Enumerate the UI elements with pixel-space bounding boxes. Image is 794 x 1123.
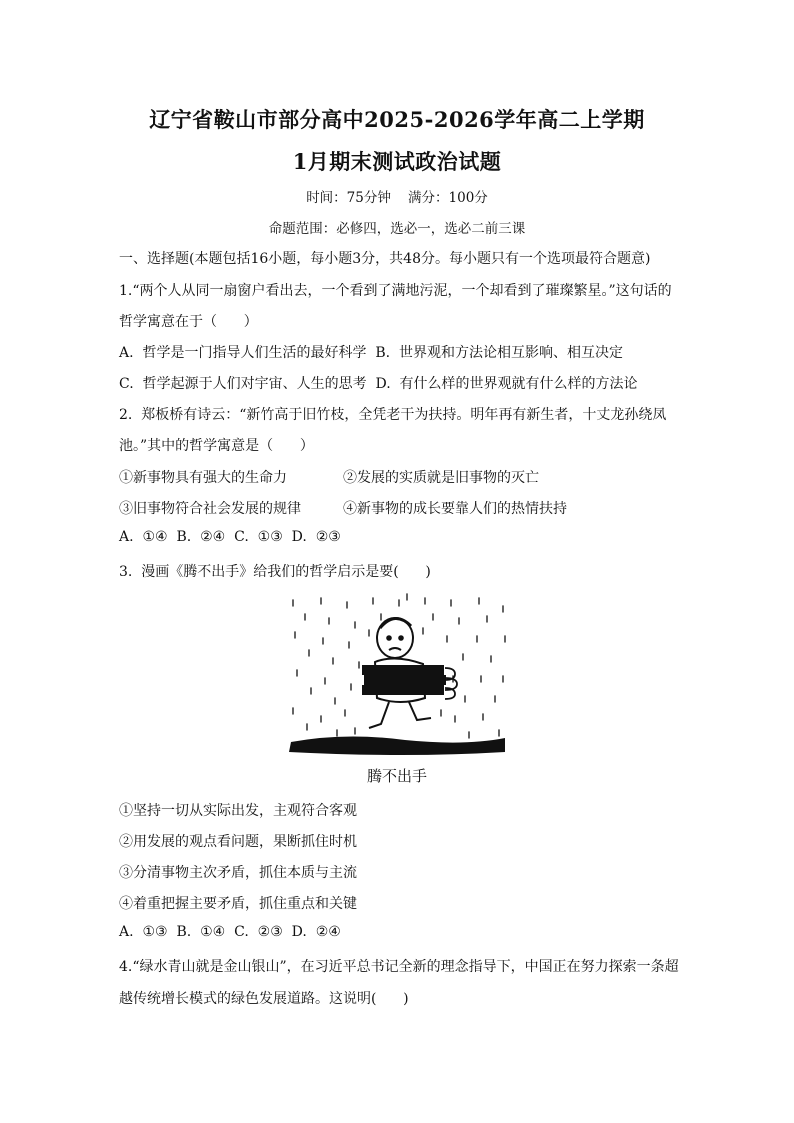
q2-stem-line1: 2. 郑板桥有诗云：“新竹高于旧竹枝，全凭老干为扶持。明年再有新生者，十丈龙孙绕凤 <box>119 407 667 423</box>
time-and-score: 时间：75分钟 满分：100分 <box>306 190 488 206</box>
puddle <box>289 736 505 755</box>
exam-title-line1: 辽宁省鞍山市部分高中2025-2026学年高二上学期 <box>149 107 645 132</box>
man-figure <box>363 618 457 728</box>
q1-stem-line2: 哲学寓意在于（ ） <box>119 314 258 330</box>
q4-stem-line1: 4.“绿水青山就是金山银山”，在习近平总书记全新的理念指导下，中国正在努力探索一条超 <box>119 959 679 975</box>
q3-item-3: ③分清事物主次矛盾，抓住本质与主流 <box>119 865 357 881</box>
comic-caption: 腾不出手 <box>366 767 427 785</box>
q1-options-line1: A. 哲学是一门指导人们生活的最好科学 B. 世界观和方法论相互影响、相互决定 <box>119 345 623 361</box>
exam-scope: 命题范围：必修四，选必一，选必二前三课 <box>268 221 526 237</box>
q1-options-line2: C. 哲学起源于人们对宇宙、人生的思考 D. 有什么样的世界观就有什么样的方法论 <box>119 376 638 392</box>
q2-item-3: ③旧事物符合社会发展的规律 <box>119 501 301 517</box>
q3-item-2: ②用发展的观点看问题，果断抓住时机 <box>119 834 357 850</box>
comic-illustration <box>285 592 510 757</box>
q2-item-1: ①新事物具有强大的生命力 <box>119 470 287 486</box>
exam-title-line2: 1月期末测试政治试题 <box>292 149 502 174</box>
q4-stem-line2: 越传统增长模式的绿色发展道路。这说明( ) <box>119 991 409 1007</box>
q2-stem-line2: 池。”其中的哲学寓意是（ ） <box>119 438 314 454</box>
q2-answer-choices: A. ①④ B. ②④ C. ①③ D. ②③ <box>119 529 341 545</box>
section-heading: 一、选择题(本题包括16小题，每小题3分，共48分。每小题只有一个选项最符合题意) <box>119 251 651 267</box>
q3-answer-choices: A. ①③ B. ①④ C. ②③ D. ②④ <box>119 924 341 940</box>
q1-stem-line1: 1.“两个人从同一扇窗户看出去，一个看到了满地污泥，一个却看到了璀璨繁星。”这句话的 <box>119 283 672 299</box>
q3-item-1: ①坚持一切从实际出发，主观符合客观 <box>119 803 357 819</box>
q2-item-2: ②发展的实质就是旧事物的灭亡 <box>343 470 539 486</box>
q3-stem: 3. 漫画《腾不出手》给我们的哲学启示是要( ) <box>119 564 431 580</box>
q2-item-4: ④新事物的成长要靠人们的热情扶持 <box>343 501 567 517</box>
q3-item-4: ④着重把握主要矛盾，抓住重点和关键 <box>119 896 357 912</box>
